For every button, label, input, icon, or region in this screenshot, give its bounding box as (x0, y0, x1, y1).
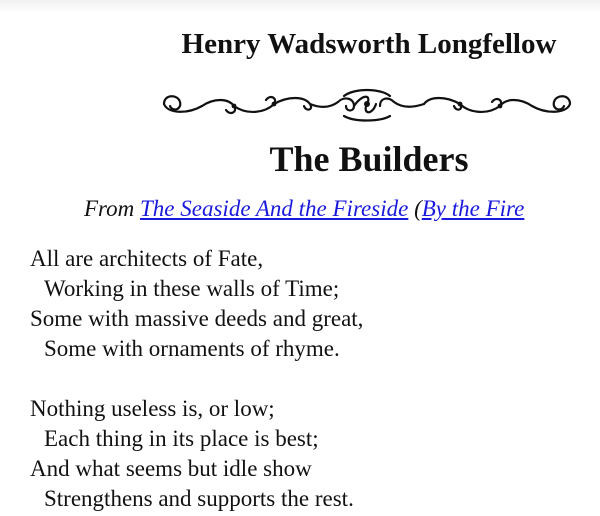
source-prefix: From (84, 196, 141, 221)
poem-title: The Builders (269, 139, 469, 179)
poem-line: Some with ornaments of rhyme. (44, 336, 340, 361)
source-separator: ( (408, 196, 422, 221)
book-link[interactable]: The Seaside And the Fireside (140, 196, 409, 221)
flourish-divider-icon (158, 82, 576, 126)
stanza (30, 394, 590, 514)
stanza (30, 244, 590, 364)
poem-line: And what seems but idle show (30, 456, 312, 481)
author-heading: Henry Wadsworth Longfellow (181, 28, 557, 60)
poem-line: Some with massive deeds and great, (30, 306, 364, 331)
poem-line: Working in these walls of Time; (44, 276, 340, 301)
poem-body (30, 244, 590, 516)
section-link[interactable]: By the Fire (421, 196, 525, 221)
poem-source (84, 196, 600, 222)
poem-line: Strengthens and supports the rest. (44, 486, 354, 511)
poem-line: Nothing useless is, or low; (30, 396, 275, 421)
poem-line: All are architects of Fate, (30, 246, 264, 271)
poem-line: Each thing in its place is best; (44, 426, 319, 451)
browser-top-edge (0, 0, 600, 14)
